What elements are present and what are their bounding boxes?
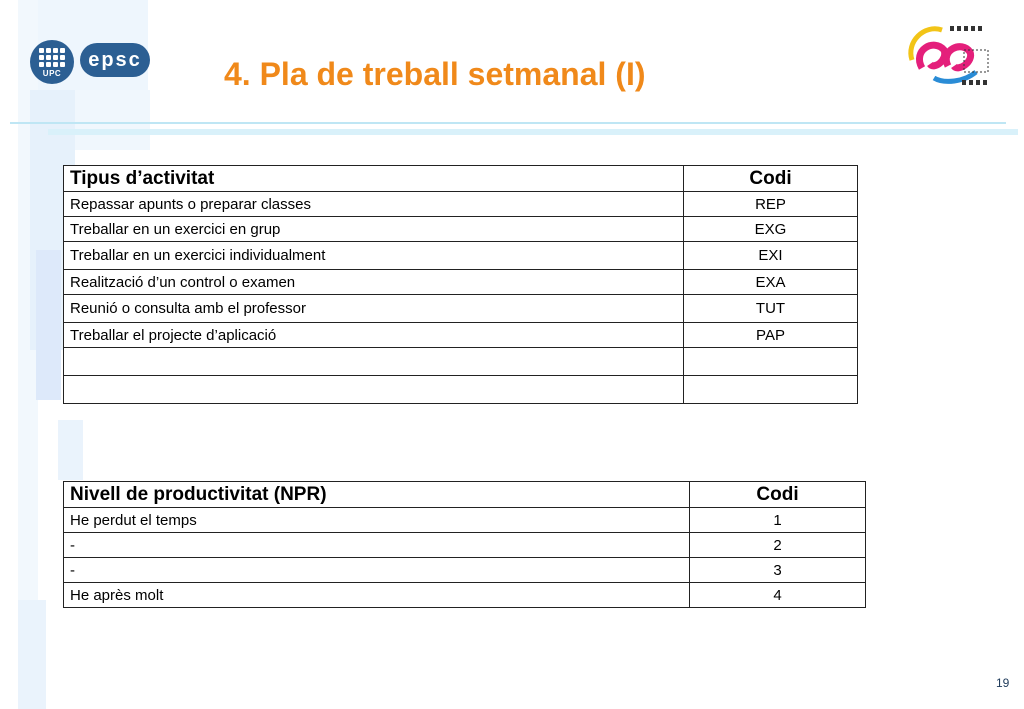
code-cell: 1 [690, 508, 866, 533]
table-row [64, 217, 858, 242]
code-cell [684, 376, 858, 404]
column-header-code: Codi [684, 166, 858, 192]
level-cell: He après molt [64, 583, 690, 608]
header-divider-shadow [48, 129, 1018, 135]
code-cell: EXI [684, 242, 858, 270]
ee-logo [904, 20, 994, 88]
code-cell: 2 [690, 533, 866, 558]
activity-cell: Reunió o consulta amb el professor [64, 295, 684, 323]
activity-cell: Realització d’un control o examen [64, 270, 684, 295]
table-header-row [64, 482, 866, 508]
epsc-logo: epsc [80, 43, 150, 77]
activity-type-table [63, 165, 858, 404]
table-row-empty [64, 376, 858, 404]
table-row [64, 295, 858, 323]
code-cell: PAP [684, 323, 858, 348]
activity-cell [64, 348, 684, 376]
level-cell: He perdut el temps [64, 508, 690, 533]
productivity-level-table [63, 481, 866, 608]
code-cell: 4 [690, 583, 866, 608]
column-header-code: Codi [690, 482, 866, 508]
table-row [64, 508, 866, 533]
upc-logo [30, 40, 74, 84]
code-cell: EXA [684, 270, 858, 295]
column-header-activity-type: Tipus d’activitat [64, 166, 684, 192]
table-row [64, 583, 866, 608]
level-cell: - [64, 533, 690, 558]
table-row [64, 270, 858, 295]
table-row [64, 192, 858, 217]
activity-cell [64, 376, 684, 404]
table-row [64, 533, 866, 558]
page-title: 4. Pla de treball setmanal (I) [224, 56, 646, 92]
activity-cell: Treballar en un exercici individualment [64, 242, 684, 270]
column-header-productivity-level: Nivell de productivitat (NPR) [64, 482, 690, 508]
code-cell [684, 348, 858, 376]
code-cell: TUT [684, 295, 858, 323]
code-cell: EXG [684, 217, 858, 242]
table-row [64, 558, 866, 583]
code-cell: 3 [690, 558, 866, 583]
activity-cell: Treballar en un exercici en grup [64, 217, 684, 242]
upc-logo-text: UPC [42, 69, 62, 78]
table-row [64, 323, 858, 348]
activity-cell: Treballar el projecte d’aplicació [64, 323, 684, 348]
header-divider [10, 122, 1006, 124]
activity-cell: Repassar apunts o preparar classes [64, 192, 684, 217]
level-cell: - [64, 558, 690, 583]
code-cell: REP [684, 192, 858, 217]
table-row [64, 242, 858, 270]
table-row-empty [64, 348, 858, 376]
page-number: 19 [996, 676, 1010, 690]
table-header-row [64, 166, 858, 192]
